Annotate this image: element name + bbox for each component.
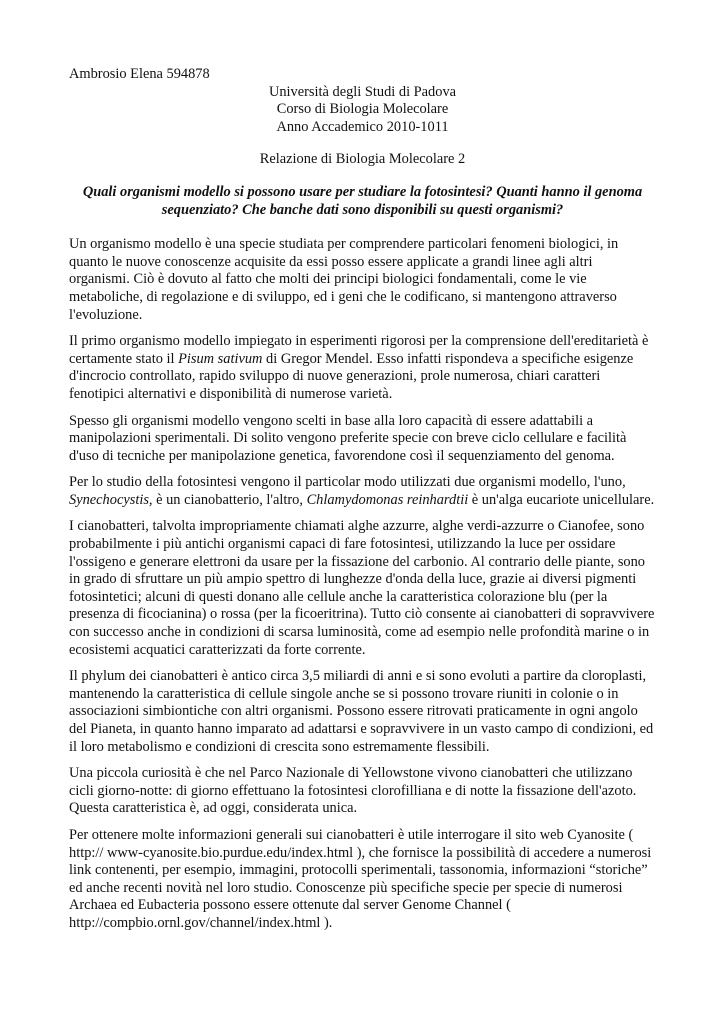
course-name: Corso di Biologia Molecolare [276,101,449,118]
paragraph-text: è un'alga eucariote unicellulare. [468,491,655,508]
report-title: Relazione di Biologia Molecolare 2 [259,151,466,168]
university-name: Università degli Studi di Padova [268,83,457,100]
paragraph-first-model-organism [69,333,656,403]
academic-year: Anno Accademico 2010-1011 [276,118,449,135]
paragraph-model-organism-definition: Un organismo modello è una specie studiata per comprendere particolari fenomeni biologici, in quanto le nuove conoscenze acquisite da essi posso essere applicate a grandi linee agli altri organismi. Ciò è dovuto al fatto che molti dei principi biologici fondamentali, come le vie metaboliche, di regolazione e di sviluppo, ed i geni che le codificano, si mantengono attraverso l'evoluzione. [69,236,619,323]
paragraph-text: di Gregor Mendel. Esso infatti rispondeva a specifiche esigenze d'incrocio controllato, rapido sviluppo di nuove generazioni, prole numerosa, chiari caratteri fenotipici alternativi e disponibilità di numerose varietà. [69,350,634,402]
species-name: Chlamydomonas reinhardtii [306,491,469,508]
paragraph-cyanobacteria: I cianobatteri, talvolta impropriamente chiamati alghe azzurre, alghe verdi-azzurre o Cianofee, sono probabilmente i più antichi organismi capaci di fare fotosintesi, utilizzando la luce per ossidare l'ossigeno e generare elettroni da usare per la fissazione del carbonio. Al contrario delle piante, sono in grado di sfruttare un più ampio spettro di lunghezze d'onda della luce, grazie ai diversi pigmenti fotosintetici; alcuni di questi donano alle cellule anche la caratteristica colorazione blu (per la presenza di ficocianina) o rossa (per la ficoeritrina). Tutto ciò consente ai cianobatteri di sopravvivere con successo anche in condizioni di scarsa luminosità, come ad esempio nelle profondità marine o in ecosistemi acquatici caratterizzati da forte corrente. [69,518,655,658]
paragraph-yellowstone-curiosity: Una piccola curiosità è che nel Parco Nazionale di Yellowstone vivono cianobatteri che utilizzano cicli giorno-notte: di giorno effettuano la fotosintesi clorofilliana e di notte la fissazione dell'azoto. Questa caratteristica è, ad oggi, considerata unica. [69,765,637,817]
paragraph-selection-criteria: Spesso gli organismi modello vengono scelti in base alla loro capacità di essere adattabili a manipolazioni sperimentali. Di solito vengono preferite specie con breve ciclo cellulare e facilità d'uso di tecniche per manipolazione genetica, favorendone così il sequenziamento del genoma. [69,412,627,464]
institution-header [69,84,656,137]
paragraph-text: è un cianobatterio, l'altro, [152,491,307,508]
species-name: Synechocystis, [69,491,153,508]
research-question: Quali organismi modello si possono usare per studiare la fotosintesi? Quanti hanno il genoma sequenziato? Che banche dati sono disponibili su questi organismi? [82,183,643,218]
author-line: Ambrosio Elena 594878 [69,66,210,82]
paragraph-photosynthesis-models [69,474,656,509]
paragraph-phylum-history: Il phylum dei cianobatteri è antico circa 3,5 miliardi di anni e si sono evoluti a partire da cloroplasti, mantenendo la caratteristica di cellule singole anche se si possono trovare riuniti in colonie o in associazioni simbiontiche con altri organismi. Possono essere ritrovati praticamente in ogni angolo del Pianeta, in quanto hanno imparato ad adattarsi e sopravvivere in un vasto campo di condizioni, ed il loro metabolismo e condizioni di crescita sono estremamente flessibili. [69,668,654,755]
paragraph-text: Il primo organismo modello impiegato in esperimenti rigorosi per la comprensione dell'ereditarietà è certamente stato il [69,333,649,367]
paragraph-databases: Per ottenere molte informazioni generali sui cianobatteri è utile interrogare il sito web Cyanosite ( http:// www-cyanosite.bio.purdue.edu/index.html ), che fornisce la possibilità di accedere a numerosi link contenenti, per esempio, immagini, protocolli sperimentali, tassonomia, informazioni “storiche” ed anche recenti novità nel loro studio. Conoscenze più specifiche specie per specie di numerosi Archaea ed Eubacteria possono essere ottenute dal server Genome Channel ( http://compbio.ornl.gov/channel/index.html ). [69,826,652,931]
paragraph-text: Per lo studio della fotosintesi vengono il particolar modo utilizzati due organismi modello, l'uno, [69,474,626,491]
body-text [69,236,656,932]
species-name: Pisum sativum [178,350,263,367]
